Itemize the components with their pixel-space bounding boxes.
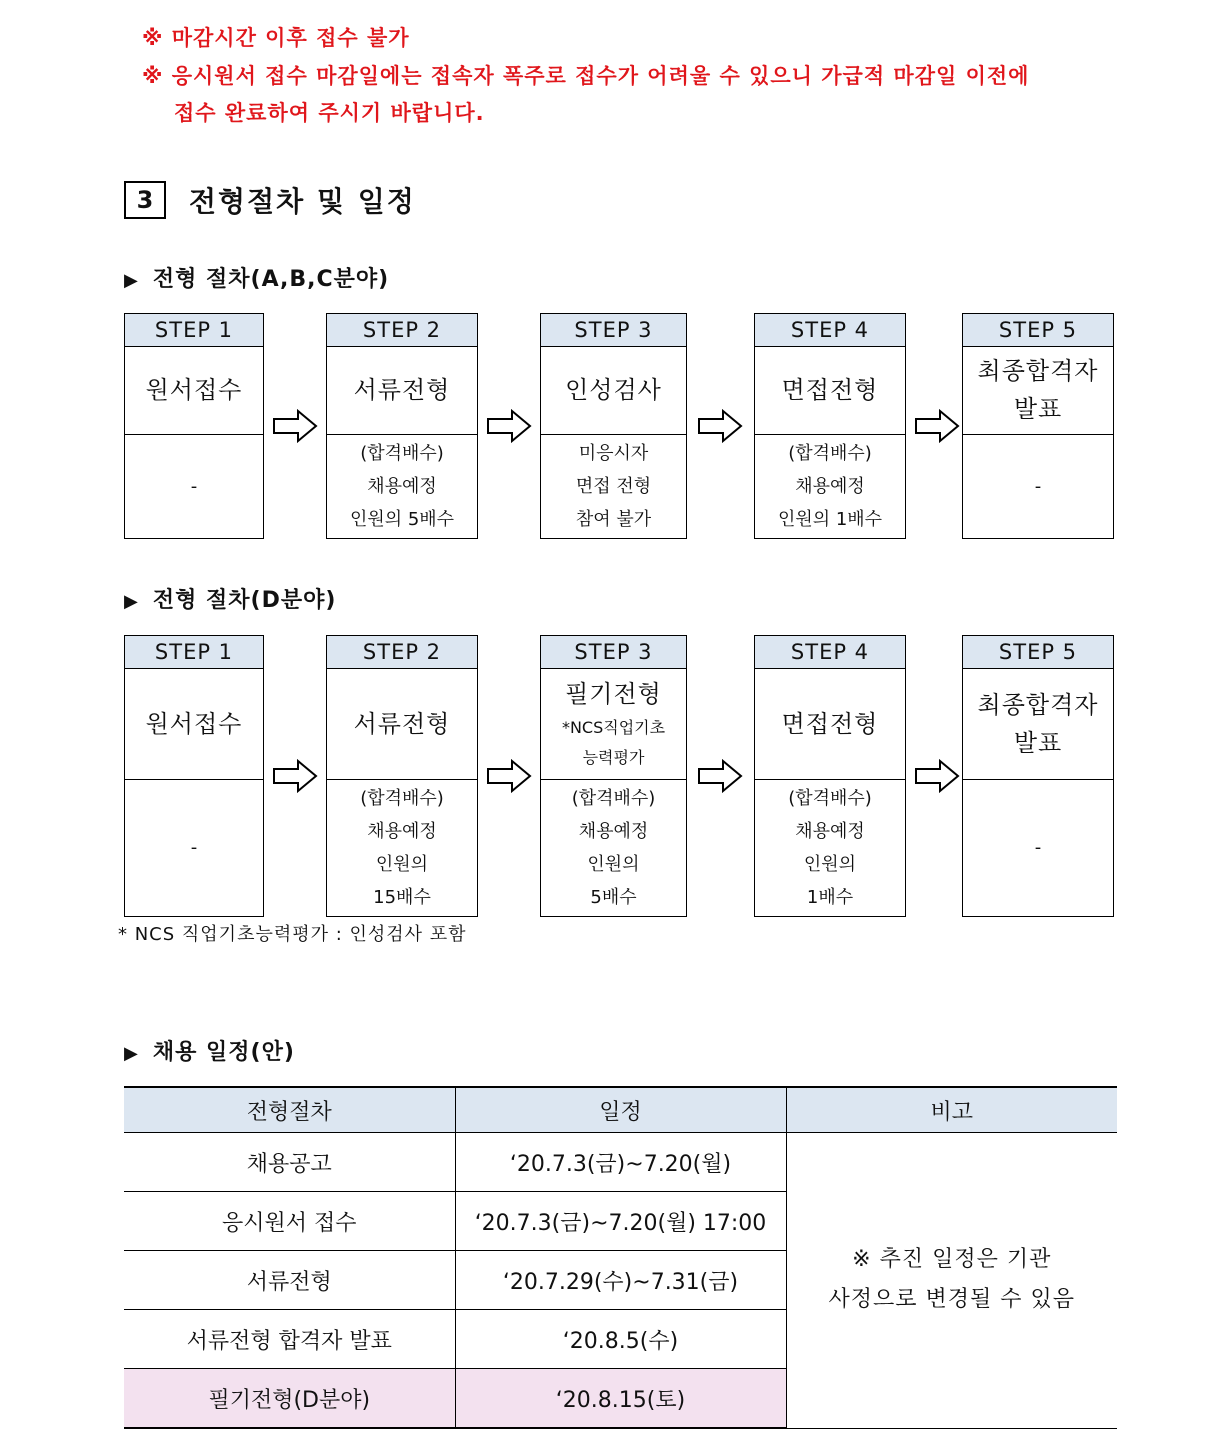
process-abc-heading: ▶ 전형 절차(A,B,C분야) (124, 267, 390, 292)
stage-cell: 채용공고 (124, 1133, 455, 1192)
table-row (124, 1133, 1117, 1192)
triangle-bullet-icon: ▶ (124, 591, 139, 612)
right-arrow-icon (486, 409, 532, 443)
right-arrow-icon (272, 409, 318, 443)
d-step-3: STEP 3 필기전형 *NCS직업기초 능력평가 (합격배수) 채용예정 인원의 5배수 (540, 635, 687, 917)
date-cell: ‘20.7.3(금)~7.20(월) 17:00 (455, 1192, 786, 1251)
column-header: 비고 (786, 1087, 1117, 1133)
stage-cell: 응시원서 접수 (124, 1192, 455, 1251)
abc-step-2: STEP 2 서류전형 (합격배수) 채용예정 인원의 5배수 (326, 313, 478, 539)
d-step-5: STEP 5 최종합격자 발표 - (962, 635, 1114, 917)
date-cell: ‘20.7.29(수)~7.31(금) (455, 1251, 786, 1310)
stage-cell: 서류전형 (124, 1251, 455, 1310)
notice-congestion: ※ 응시원서 접수 마감일에는 접속자 폭주로 접수가 어려울 수 있으니 가급적 마감일 이전에 (142, 64, 1030, 88)
table-header-row (124, 1087, 1117, 1133)
triangle-bullet-icon: ▶ (124, 270, 139, 291)
abc-step-1: STEP 1 원서접수 - (124, 313, 264, 539)
right-arrow-icon (697, 409, 743, 443)
footnote: * NCS 직업기초능력평가 : 인성검사 포함 (118, 924, 467, 945)
column-header: 전형절차 (124, 1087, 455, 1133)
schedule-heading: ▶ 채용 일정(안) (124, 1040, 295, 1065)
date-cell: ‘20.8.15(토) (455, 1369, 786, 1429)
right-arrow-icon (914, 759, 960, 793)
right-arrow-icon (697, 759, 743, 793)
process-d-heading: ▶ 전형 절차(D분야) (124, 588, 337, 613)
column-header: 일정 (455, 1087, 786, 1133)
d-step-4: STEP 4 면접전형 (합격배수) 채용예정 인원의 1배수 (754, 635, 906, 917)
remark-cell: ※ 추진 일정은 기관 사정으로 변경될 수 있음 (786, 1133, 1117, 1429)
section-title: 전형절차 및 일정 (189, 185, 416, 218)
date-cell: ‘20.8.5(수) (455, 1310, 786, 1369)
abc-step-4: STEP 4 면접전형 (합격배수) 채용예정 인원의 1배수 (754, 313, 906, 539)
right-arrow-icon (272, 759, 318, 793)
abc-step-5: STEP 5 최종합격자 발표 - (962, 313, 1114, 539)
d-step-2: STEP 2 서류전형 (합격배수) 채용예정 인원의 15배수 (326, 635, 478, 917)
section-number: 3 (124, 181, 166, 219)
right-arrow-icon (486, 759, 532, 793)
notice-congestion-cont: 접수 완료하여 주시기 바랍니다. (174, 101, 485, 125)
notice-deadline: ※ 마감시간 이후 접수 불가 (142, 26, 410, 50)
date-cell: ‘20.7.3(금)~7.20(월) (455, 1133, 786, 1192)
abc-step-3: STEP 3 인성검사 미응시자 면접 전형 참여 불가 (540, 313, 687, 539)
triangle-bullet-icon: ▶ (124, 1043, 139, 1064)
d-step-1: STEP 1 원서접수 - (124, 635, 264, 917)
right-arrow-icon (914, 409, 960, 443)
schedule-table (124, 1086, 1117, 1429)
stage-cell: 필기전형(D분야) (124, 1369, 455, 1429)
stage-cell: 서류전형 합격자 발표 (124, 1310, 455, 1369)
